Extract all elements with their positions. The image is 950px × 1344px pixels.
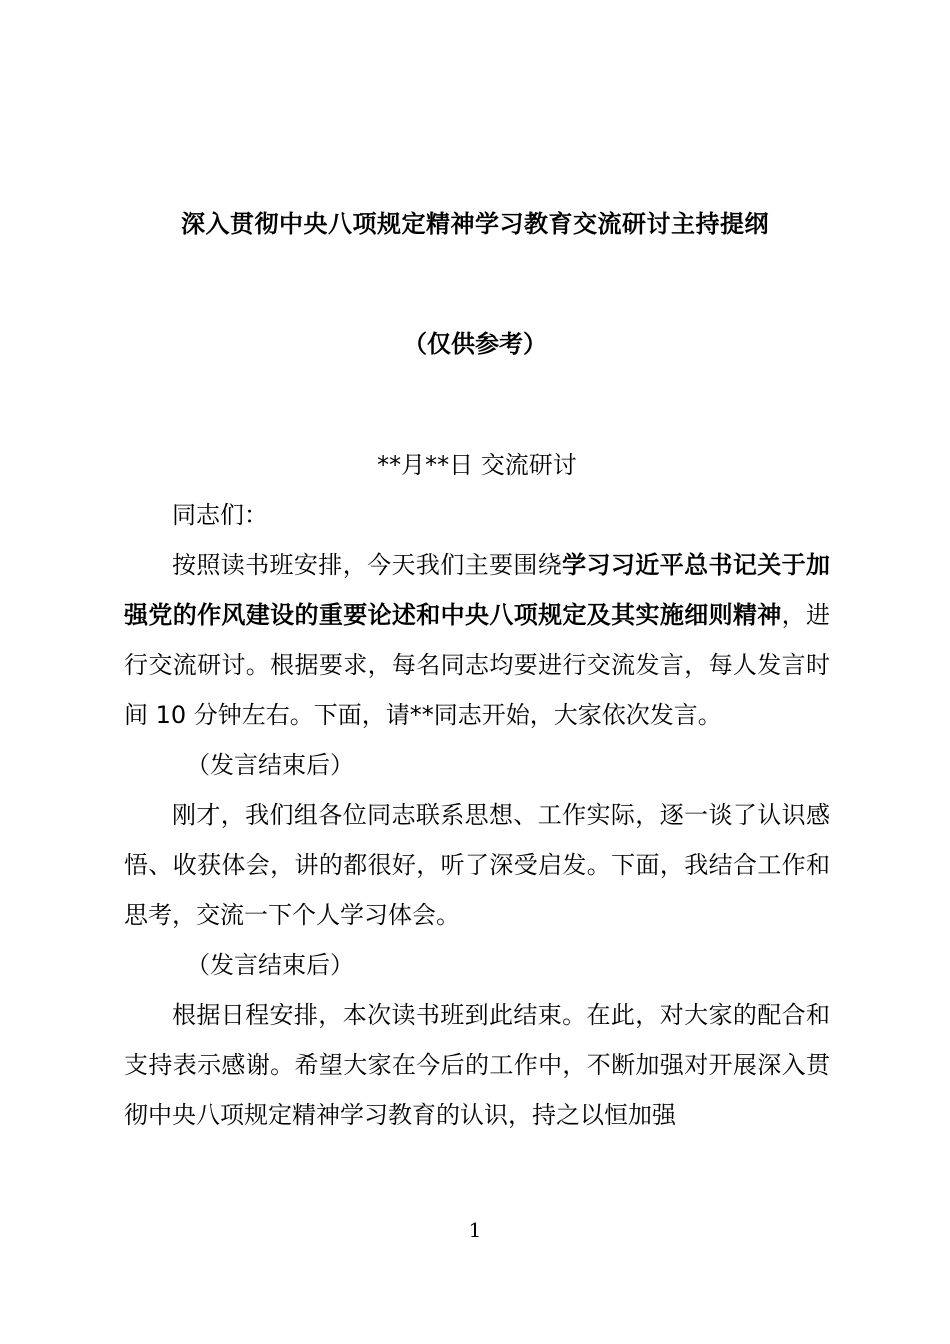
stage-note-1: （发言结束后） [186,751,354,779]
paragraph-1-emphasis: 学习习近平总书记关于加强党的作风建设的重要论述和中央八项规定及其实施细则精神 [124,551,831,629]
paragraph-3: 根据日程安排，本次读书班到此结束。在此，对大家的配合和支持表示感谢。希望大家在今后的工作中，不断加强对开展深入贯彻中央八项规定精神学习教育的认识，持之以恒加强 [124,1001,830,1129]
stage-note-2: （发言结束后） [186,951,354,979]
paragraph-1-rest: ，进行交流研讨。根据要求，每名同志均要进行交流发言，每人发言时间 10 分钟左右。下面，请**同志开始，大家依次发言。 [124,601,830,729]
date-line: **月**日 交流研讨 [377,451,577,479]
page-number: 1 [468,1218,482,1242]
document-title: 深入贯彻中央八项规定精神学习教育交流研讨主持提纲 [181,210,769,238]
paragraph-1-lead: 按照读书班安排，今天我们主要围绕 [172,551,563,579]
paragraph-1 [124,540,830,740]
document-body [124,440,830,1140]
salutation: 同志们： [172,501,268,529]
document-subtitle: （仅供参考） [403,330,547,358]
paragraph-2: 刚才，我们组各位同志联系思想、工作实际，逐一谈了认识感悟、收获体会，讲的都很好，听了深受启发。下面，我结合工作和思考，交流一下个人学习体会。 [124,801,830,929]
